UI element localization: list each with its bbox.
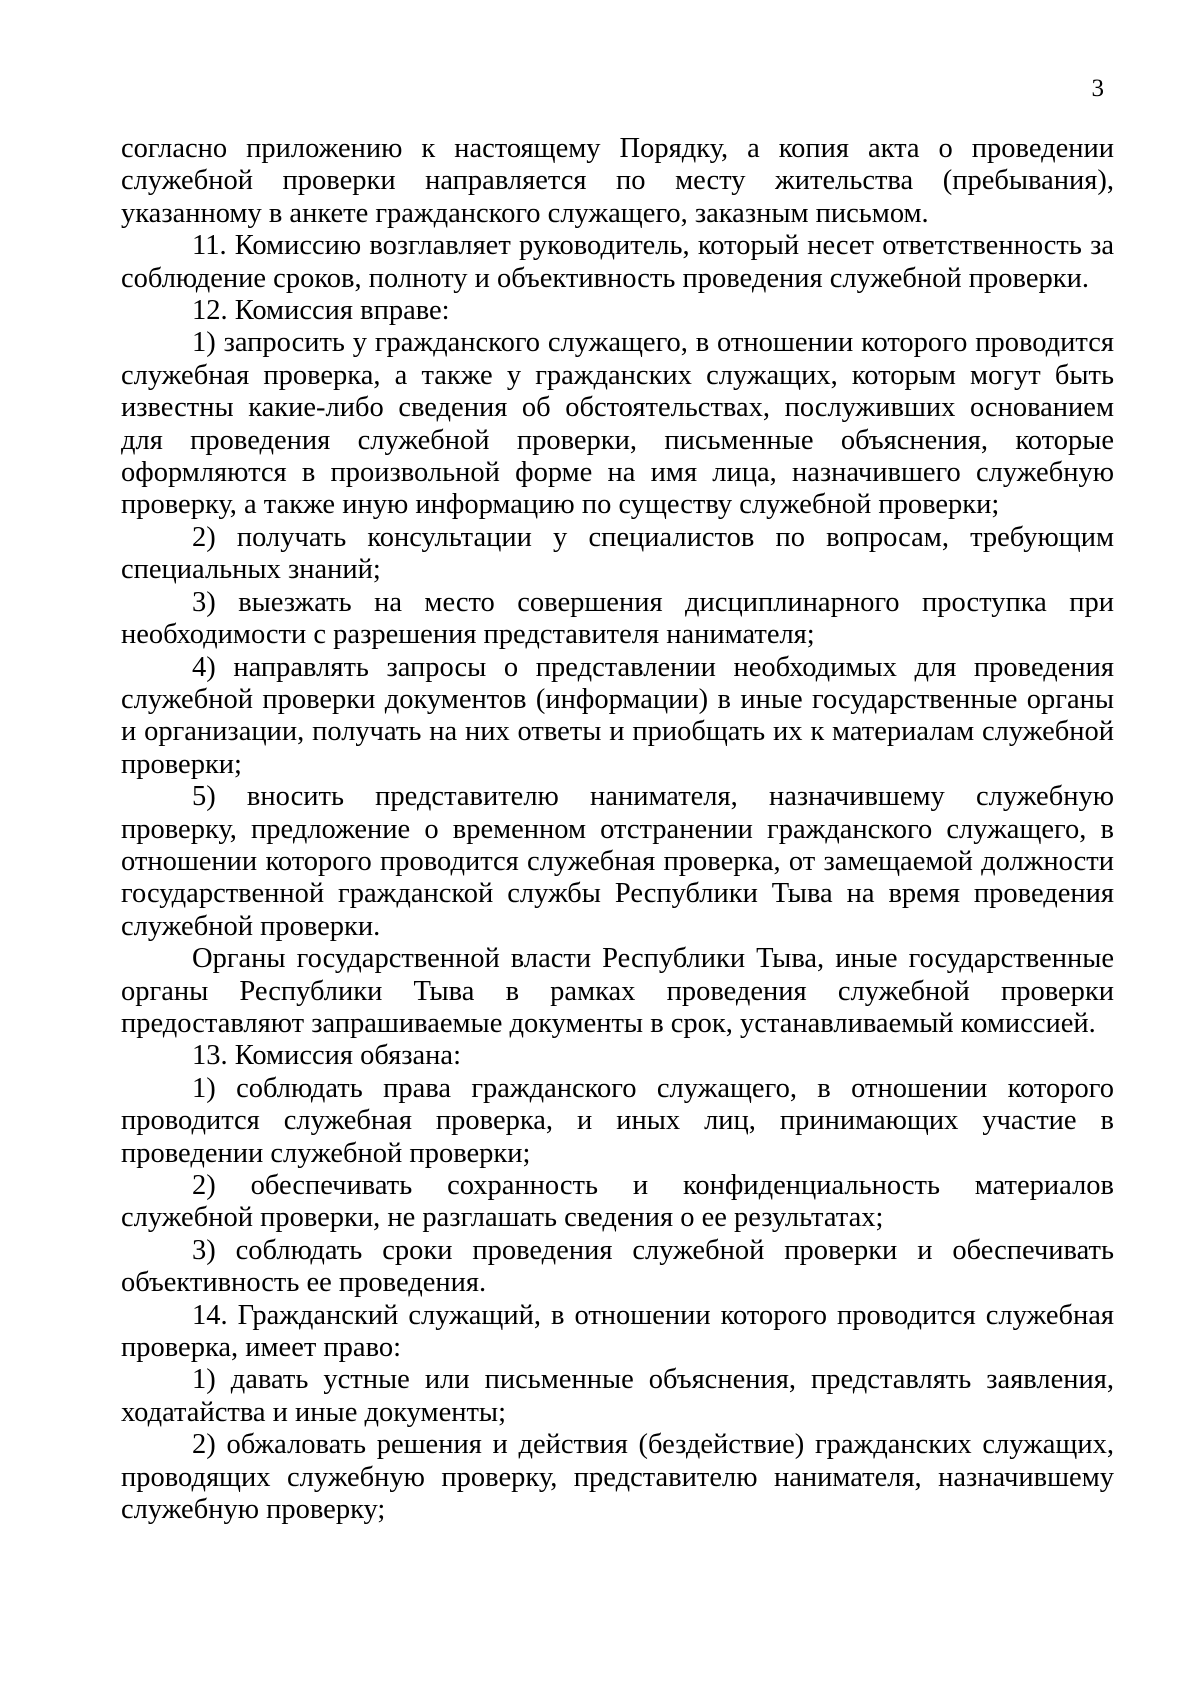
paragraph-item-13-3: 3) соблюдать сроки проведения служебной проверки и обеспечивать объективность ее проведения.	[121, 1234, 1114, 1299]
paragraph-organs: Органы государственной власти Республики Тыва, иные государственные органы Республики Тыва в рамках проведения служебной проверки предоставляют запрашиваемые документы в срок, устанавливаемый комиссией.	[121, 943, 1114, 1039]
paragraph-item-12-heading: 12. Комиссия вправе:	[192, 295, 450, 327]
paragraph-item-13-heading: 13. Комиссия обязана:	[192, 1040, 461, 1072]
page-number: 3	[1091, 75, 1104, 102]
paragraph-item-12-2: 2) получать консультации у специалистов по вопросам, требующим специальных знаний;	[121, 521, 1114, 586]
paragraph-continuation: согласно приложению к настоящему Порядку, а копия акта о проведении служебной проверки направляется по месту жительства (пребывания), указанному в анкете гражданского служащего, заказным письмом.	[121, 133, 1114, 229]
paragraph-item-12-5: 5) вносить представителю нанимателя, назначившему служебную проверку, предложение о временном отстранении гражданского служащего, в отношении которого проводится служебная проверка, от замещаемой должности государственной гражданской службы Республики Тыва на время проведения служебной проверки.	[121, 781, 1114, 942]
paragraph-item-14-2: 2) обжаловать решения и действия (бездействие) гражданских служащих, проводящих служебную проверку, представителю нанимателя, назначившему служебную проверку;	[121, 1429, 1114, 1526]
document-body	[121, 133, 1114, 1526]
paragraph-item-12-1: 1) запросить у гражданского служащего, в отношении которого проводится служебная проверка, а также у гражданских служащих, которым могут быть известны какие-либо сведения об обстоятельствах, послуживших основанием для проведения служебной проверки, письменные объяснения, которые оформляются в произвольной форме на имя лица, назначившего служебную проверку, а также иную информацию по существу служебной проверки;	[121, 327, 1114, 521]
paragraph-item-13-1: 1) соблюдать права гражданского служащего, в отношении которого проводится служебная проверка, и иных лиц, принимающих участие в проведении служебной проверки;	[121, 1072, 1114, 1169]
paragraph-item-11: 11. Комиссию возглавляет руководитель, который несет ответственность за соблюдение сроков, полноту и объективность проведения служебной проверки.	[121, 230, 1114, 294]
paragraph-item-12-3: 3) выезжать на место совершения дисциплинарного проступка при необходимости с разрешения представителя нанимателя;	[121, 586, 1114, 651]
paragraph-item-14-1: 1) давать устные или письменные объяснения, представлять заявления, ходатайства и иные документы;	[121, 1364, 1114, 1428]
paragraph-item-13-2: 2) обеспечивать сохранность и конфиденциальность материалов служебной проверки, не разглашать сведения о ее результатах;	[121, 1170, 1114, 1234]
paragraph-item-14-heading: 14. Гражданский служащий, в отношении которого проводится служебная проверка, имеет право:	[121, 1299, 1114, 1364]
paragraph-item-12-4: 4) направлять запросы о представлении необходимых для проведения служебной проверки документов (информации) в иные государственные органы и организации, получать на них ответы и приобщать их к материалам служебной проверки;	[121, 651, 1114, 780]
